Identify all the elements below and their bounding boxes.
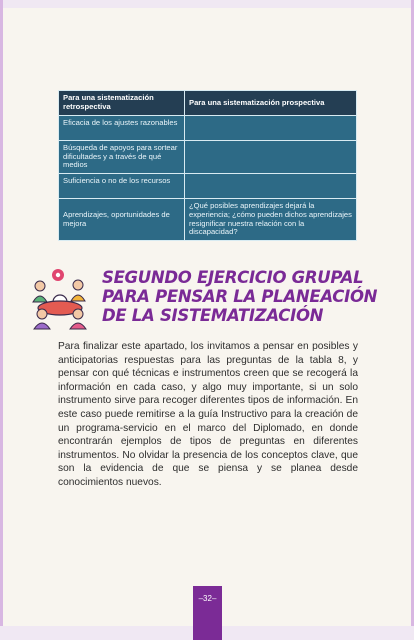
body-paragraph: Para finalizar este apartado, los invitamos a pensar en posibles y anticipatorias respuestas para las preguntas de la tabla 8, y pensar con qué técnicas e instrumentos creen que se recogerá la información en cada caso, y algo muy importante, si un solo instrumento sirve para recoger diferentes tipos de información. En este caso puede remitirse a la guía Instructivo para la creación de un programa-servicio en el marco del Diplomado, en donde encontrarán ejemplos de tipos de preguntas en diferentes instrumentos. No olvidar la presencia de los conceptos clave, que son la evidencia de que se piensa y se planea desde conocimientos nuevos. xyxy=(58,341,358,488)
page-number: –32– xyxy=(193,586,222,640)
table-cell: Eficacia de los ajustes razonables xyxy=(59,116,185,141)
heading-line: SEGUNDO EJERCICIO GRUPAL xyxy=(102,268,364,287)
table-row xyxy=(59,141,357,174)
heading-line: PARA PENSAR LA PLANEACIÓN xyxy=(102,287,378,306)
table-header-cell: Para una sistematización retrospectiva xyxy=(59,91,185,116)
table-header-row xyxy=(59,91,357,116)
page-frame-left xyxy=(0,0,3,640)
table-row xyxy=(59,199,357,241)
table-cell: Aprendizajes, oportunidades de mejora xyxy=(59,199,185,241)
heading-line: DE LA SISTEMATIZACIÓN xyxy=(102,306,324,325)
section-heading xyxy=(102,268,392,325)
table-cell: Búsqueda de apoyos para sortear dificultades y a través de qué medios xyxy=(59,141,185,174)
table-cell: Suficiencia o no de los recursos xyxy=(59,174,185,199)
table-header-cell: Para una sistematización prospectiva xyxy=(185,91,357,116)
table-cell xyxy=(185,141,357,174)
group-discussion-icon xyxy=(28,266,92,330)
table-cell xyxy=(185,174,357,199)
table-cell: ¿Qué posibles aprendizajes dejará la experiencia; ¿cómo pueden dichos aprendizajes resignificar nuestra relación con la discapacidad? xyxy=(185,199,357,241)
page-frame-top xyxy=(0,0,414,8)
table-cell xyxy=(185,116,357,141)
table-row xyxy=(59,174,357,199)
table-row xyxy=(59,116,357,141)
systematization-table xyxy=(58,90,357,241)
